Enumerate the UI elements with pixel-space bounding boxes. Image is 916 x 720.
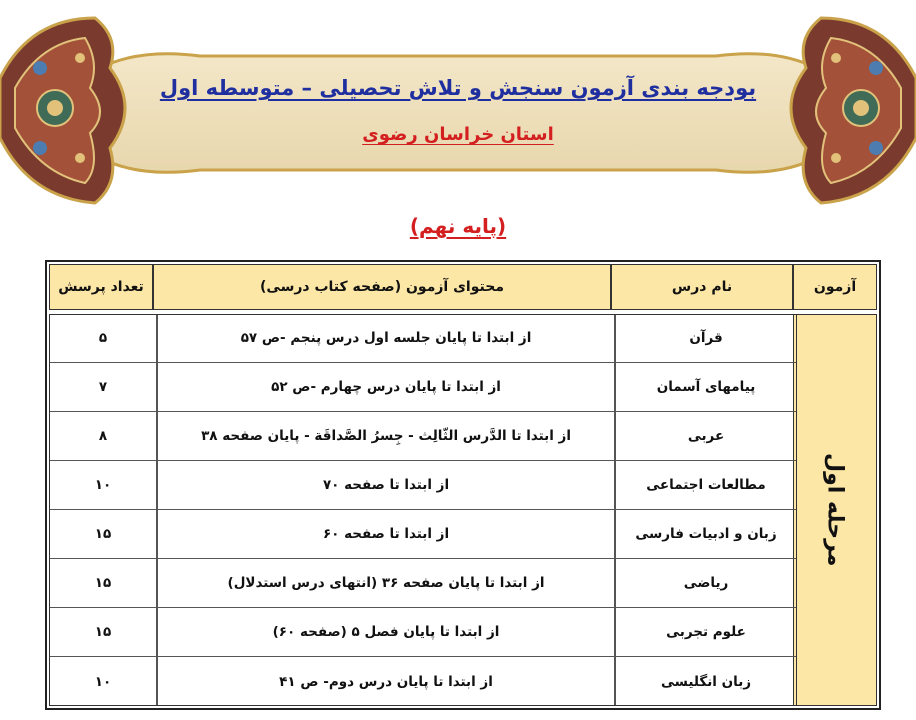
ornament-frame-icon xyxy=(0,8,916,208)
subject-cell: قرآن xyxy=(615,314,797,362)
left-ornament-icon xyxy=(0,18,125,203)
content-cell: از ابتدا تا پایان فصل ۵ (صفحه ۶۰) xyxy=(157,608,615,656)
page-title: بودجه بندی آزمون سنجش و تلاش تحصیلی – متوسطه اول xyxy=(159,76,757,100)
subject-cell: علوم تجربی xyxy=(615,608,797,656)
header-subject: نام درس xyxy=(611,264,793,310)
content-cell: از ابتدا تا صفحه ۶۰ xyxy=(157,510,615,558)
content-cell: از ابتدا تا پایان درس چهارم -ص ۵۲ xyxy=(157,363,615,411)
stage-cell xyxy=(793,314,877,706)
content-cell: از ابتدا تا پایان درس دوم- ص ۴۱ xyxy=(157,657,615,706)
count-cell: ۵ xyxy=(49,314,157,362)
count-cell: ۷ xyxy=(49,363,157,411)
subject-cell: پیامهای آسمان xyxy=(615,363,797,411)
table-body xyxy=(49,314,877,706)
count-cell: ۱۰ xyxy=(49,461,157,509)
count-cell: ۱۵ xyxy=(49,608,157,656)
page-subtitle: استان خراسان رضوی xyxy=(362,124,554,145)
count-cell: ۱۰ xyxy=(49,657,157,706)
budget-table xyxy=(45,260,881,710)
content-cell: از ابتدا تا الدَّرس الثّالِث - جِسرُ الصَّداقَة - پایان صفحه ۳۸ xyxy=(157,412,615,460)
content-cell: از ابتدا تا صفحه ۷۰ xyxy=(157,461,615,509)
count-cell: ۱۵ xyxy=(49,559,157,607)
ornamental-banner xyxy=(0,8,916,208)
header-exam: آزمون xyxy=(793,264,877,310)
subject-cell: زبان انگلیسی xyxy=(615,657,797,706)
subject-cell: عربی xyxy=(615,412,797,460)
subject-cell: ریاضی xyxy=(615,559,797,607)
right-ornament-icon xyxy=(791,18,916,203)
count-cell: ۱۵ xyxy=(49,510,157,558)
header-content: محتوای آزمون (صفحه کتاب درسی) xyxy=(153,264,611,310)
subject-cell: مطالعات اجتماعی xyxy=(615,461,797,509)
table-header xyxy=(49,264,877,310)
grade-title: (پایه نهم) xyxy=(409,214,507,238)
subject-cell: زبان و ادبیات فارسی xyxy=(615,510,797,558)
content-cell: از ابتدا تا پایان جلسه اول درس پنجم -ص ۵۷ xyxy=(157,314,615,362)
table-body-frame xyxy=(49,314,797,706)
content-cell: از ابتدا تا پایان صفحه ۳۶ (انتهای درس استدلال) xyxy=(157,559,615,607)
header-count: تعداد پرسش xyxy=(49,264,153,310)
stage-label: مرحله اول xyxy=(822,453,848,567)
count-cell: ۸ xyxy=(49,412,157,460)
